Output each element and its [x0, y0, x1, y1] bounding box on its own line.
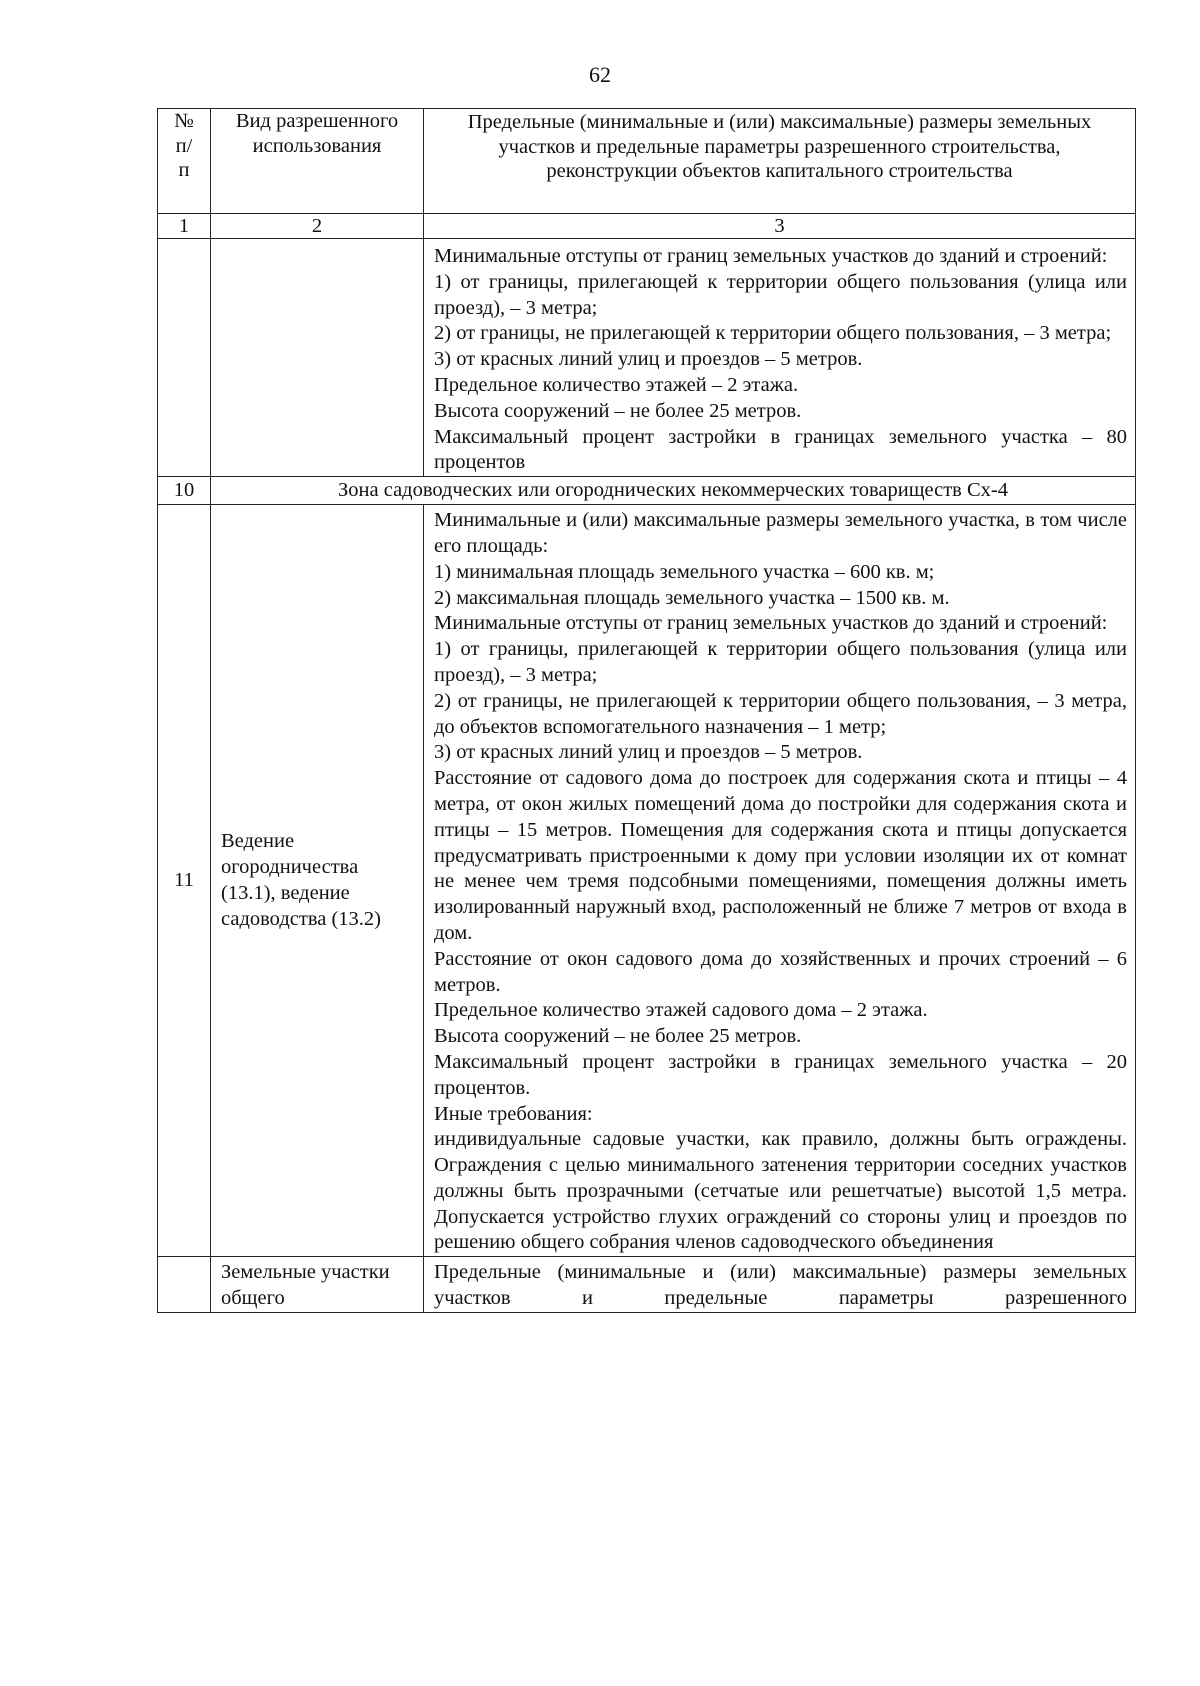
row-use-type: [211, 239, 424, 477]
parameter-line: Минимальные отступы от границ земельных участков до зданий и строений:: [434, 612, 1108, 635]
parameter-line: Иные требования:: [434, 1102, 593, 1125]
row-parameters: [424, 1257, 1136, 1313]
column-number-1: 1: [158, 214, 211, 239]
parameter-line: Предельное количество этажей – 2 этажа.: [434, 373, 799, 396]
table-row-11: [158, 505, 1136, 1257]
table-row-continued: [158, 239, 1136, 477]
page-number: 62: [589, 62, 611, 87]
parameter-line: 1) минимальная площадь земельного участка – 600 кв. м;: [434, 560, 935, 583]
parameter-line: 3) от красных линий улиц и проездов – 5 метров.: [434, 741, 863, 764]
table-header-row: [158, 109, 1136, 214]
parameter-line: 3) от красных линий улиц и проездов – 5 метров.: [434, 348, 863, 371]
row-number: [158, 239, 211, 477]
zone-title: Зона садоводческих или огороднических некоммерческих товариществ Сх-4: [211, 477, 1136, 505]
parameter-line: Расстояние от окон садового дома до хозяйственных и прочих строений – 6 метров.: [434, 947, 1127, 996]
parameter-line: 1) от границы, прилегающей к территории общего пользования (улица или проезд), – 3 метра;: [434, 270, 1127, 319]
parameter-line: Максимальный процент застройки в границах земельного участка – 20 процентов.: [434, 1050, 1127, 1099]
header-parameters: Предельные (минимальные и (или) максимальные) размеры земельных участков и предельные параметры разрешенного строительства, реконструкции объектов капитального строительства: [424, 109, 1136, 214]
row-parameters: [424, 239, 1136, 477]
parameter-line: 2) от границы, не прилегающей к территории общего пользования, – 3 метра, до объектов вспомогательного назначения – 1 метр;: [434, 689, 1127, 738]
parameter-line: Высота сооружений – не более 25 метров.: [434, 1025, 802, 1048]
parameter-line: 1) от границы, прилегающей к территории общего пользования (улица или проезд), – 3 метра;: [434, 638, 1127, 686]
table-row-next: [158, 1257, 1136, 1313]
column-number-row: [158, 214, 1136, 239]
parameter-line: Предельные (минимальные и (или) максимальные) размеры земельных участков и предельные параметры разрешенного: [434, 1261, 1127, 1310]
parameter-line: индивидуальные садовые участки, как правило, должны быть ограждены. Ограждения с целью минимального затенения территории соседних участков должны быть прозрачными (сетчатые или решетчатые) высотой 1,5 метра. Допускается устройство глухих ограждений со стороны улиц и проездов по решению общего собрания членов садоводческого объединения: [434, 1128, 1127, 1254]
parameter-line: Расстояние от садового дома до построек для содержания скота и птицы – 4 метра, от окон жилых помещений дома до постройки для содержания скота и птицы – 15 метров. Помещения для содержания скота и птицы допускается предусматривать пристроенными к дому при условии изоляции их от комнат не менее чем тремя подсобными помещениями, помещения должны иметь изолированный наружный вход, расположенный не ближе 7 метров от входа в дом.: [434, 767, 1127, 944]
column-number-3: 3: [424, 214, 1136, 239]
parameter-line: Минимальные отступы от границ земельных участков до зданий и строений:: [434, 245, 1108, 267]
parameter-line: 2) от границы, не прилегающей к территории общего пользования, – 3 метра;: [434, 322, 1112, 345]
zone-row-number: 10: [158, 477, 211, 505]
parameter-line: Предельное количество этажей садового дома – 2 этажа.: [434, 999, 928, 1022]
row-use-type: Земельные участки общего: [211, 1257, 424, 1313]
regulations-table: [157, 108, 1136, 1313]
row-number: 11: [158, 505, 211, 1257]
header-use-type: Вид разрешенного использования: [211, 109, 424, 214]
parameter-line: Высота сооружений – не более 25 метров.: [434, 399, 802, 422]
column-number-2: 2: [211, 214, 424, 239]
zone-row: [158, 477, 1136, 505]
row-use-type: Ведение огородничества (13.1), ведение садоводства (13.2): [211, 505, 424, 1257]
parameter-line: Максимальный процент застройки в границах земельного участка – 80 процентов: [434, 425, 1127, 474]
header-number: № п/п: [158, 109, 211, 214]
parameter-line: 2) максимальная площадь земельного участка – 1500 кв. м.: [434, 586, 950, 609]
row-parameters: [424, 505, 1136, 1257]
parameter-line: Минимальные и (или) максимальные размеры земельного участка, в том числе его площадь:: [434, 509, 1127, 557]
row-number: [158, 1257, 211, 1313]
